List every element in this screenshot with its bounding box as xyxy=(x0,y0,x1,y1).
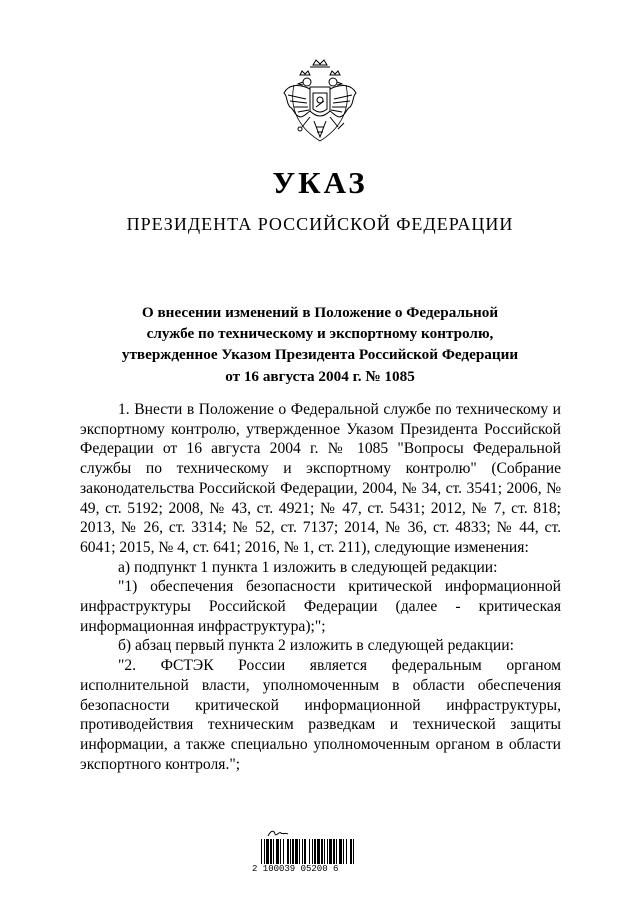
russian-coat-of-arms-icon xyxy=(280,55,360,145)
decree-issuer: ПРЕЗИДЕНТА РОССИЙСКОЙ ФЕДЕРАЦИИ xyxy=(126,214,514,234)
document-title-line: утвержденное Указом Президента Российской Федерации xyxy=(121,346,519,364)
barcode-icon xyxy=(261,839,355,864)
body-paragraph: б) абзац первый пункта 2 изложить в следующей редакции: xyxy=(118,637,514,655)
document-body xyxy=(80,400,561,774)
body-paragraph: 1. Внести в Положение о Федеральной службе по техническому и экспортному контролю, утвержденное Указом Президента Российской Федерации от 16 августа 2004 г. № 1085 "Вопросы Федеральной службы по техническому и экспортному контролю" (Собрание законодательства Российской Федерации, 2004, № 34, ст. 3541; 2006, № 49, ст. 5192; 2008, № 43, ст. 4921; № 47, ст. 5431; 2012, № 7, ст. 818; 2013, № 26, ст. 3314; № 52, ст. 7137; 2014, № 36, ст. 4833; № 44, ст. 6041; 2015, № 4, ст. 641; 2016, № 1, ст. 211), следующие изменения: xyxy=(80,401,561,556)
document-title-line: службе по техническому и экспортному контролю, xyxy=(146,325,494,343)
decree-heading: УКАЗ xyxy=(272,165,368,200)
body-paragraph: "2. ФСТЭК России является федеральным органом исполнительной власти, уполномоченным в области обеспечения безопасности критической информационной инфраструктуры, противодействия техническим разведкам и технической защиты информации, а также специально уполномоченным органом в области экспортного контроля."; xyxy=(80,657,561,773)
handwritten-mark-icon xyxy=(266,828,290,838)
body-paragraph: а) подпункт 1 пункта 1 изложить в следующей редакции: xyxy=(118,558,498,576)
body-paragraph: "1) обеспечения безопасности критической информационной инфраструктуры Российской Федерации (далее - критическая информационная инфраструктура);"; xyxy=(80,578,561,635)
barcode-number: 2 100039 05200 6 xyxy=(252,864,339,874)
document-title xyxy=(80,302,560,387)
document-title-line: от 16 августа 2004 г. № 1085 xyxy=(225,367,415,385)
document-title-line: О внесении изменений в Положение о Федеральной xyxy=(141,304,499,321)
